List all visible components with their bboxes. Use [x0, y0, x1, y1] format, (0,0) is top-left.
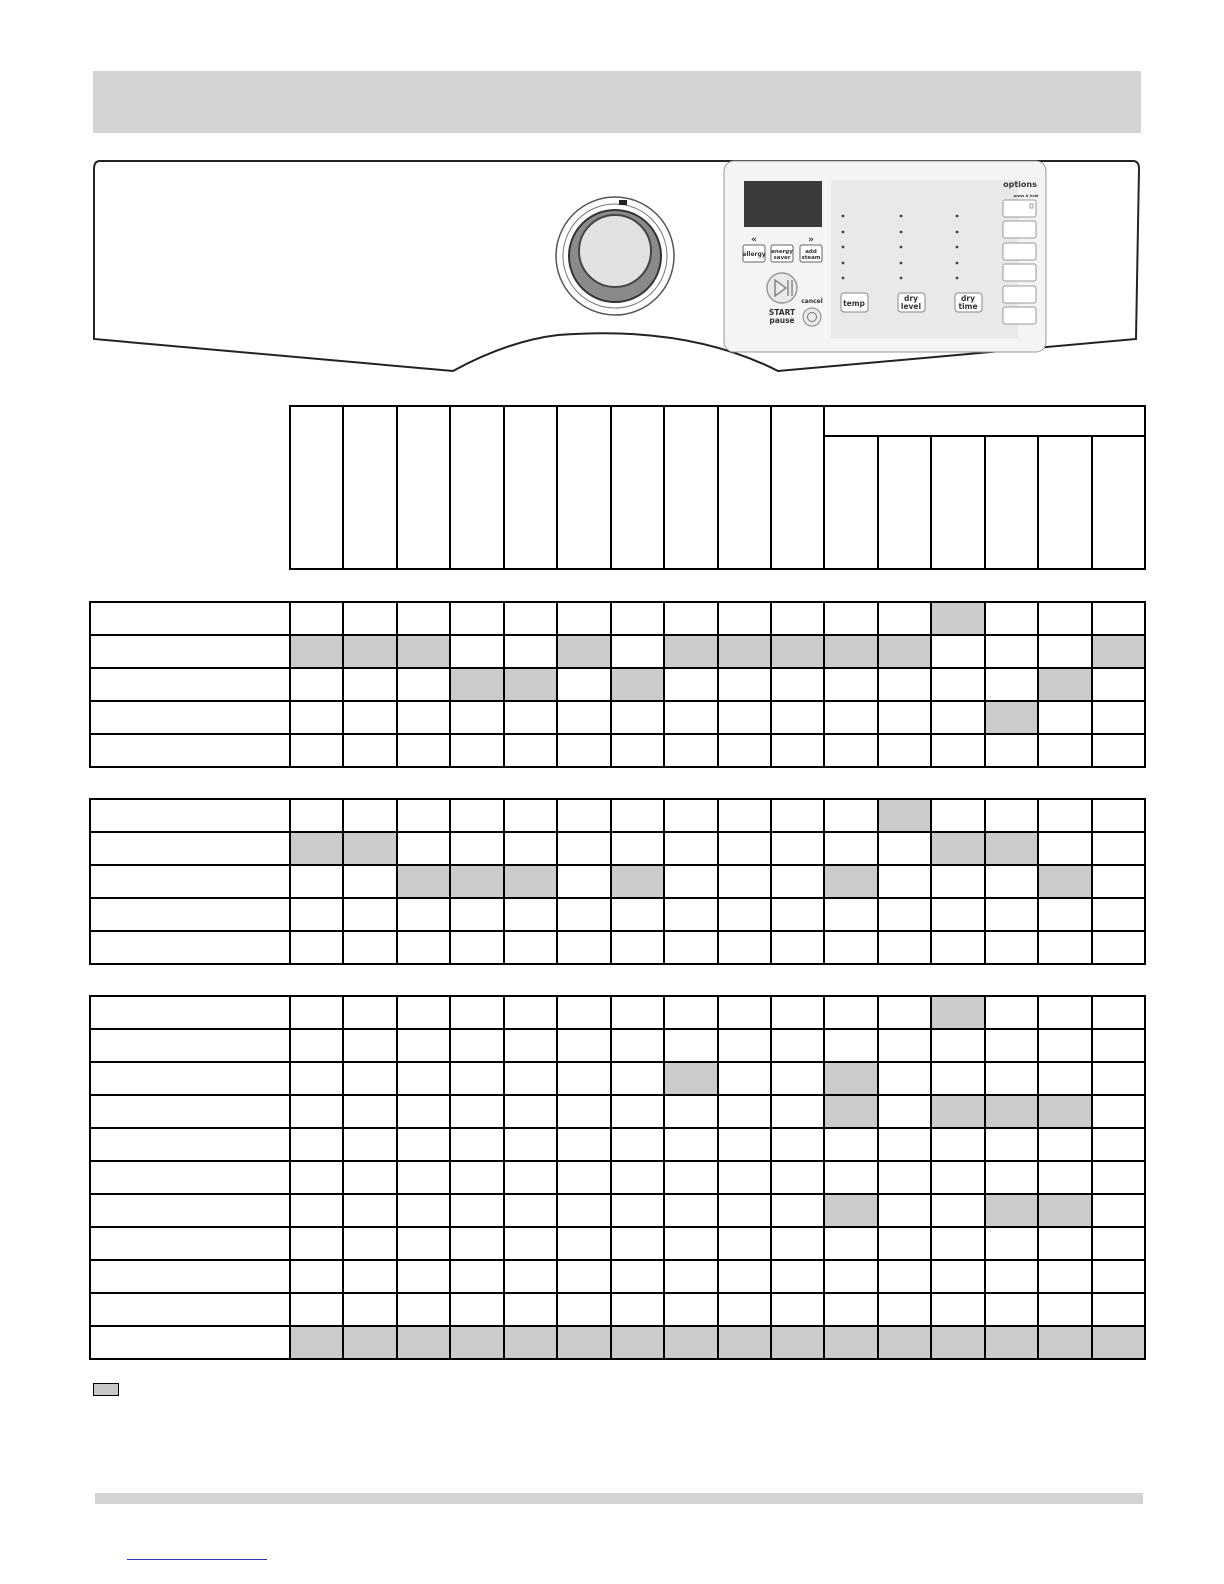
shaded-cell — [663, 1061, 716, 1094]
table-column-divider — [1037, 601, 1039, 768]
header-column-divider — [342, 405, 344, 570]
shaded-cell — [930, 1325, 983, 1358]
svg-text:dry: dry — [961, 294, 975, 303]
table-column-divider — [289, 995, 291, 1360]
shaded-cell — [770, 634, 823, 667]
table-column-divider — [717, 601, 719, 768]
table-row-border — [89, 733, 1146, 735]
table-left-border — [89, 995, 91, 1360]
table-column-divider — [1144, 601, 1146, 768]
table-column-divider — [396, 798, 398, 965]
shaded-cell — [877, 1325, 930, 1358]
table-row-border — [89, 930, 1146, 932]
header-column-divider — [503, 405, 505, 570]
table-row-border — [89, 1094, 1146, 1096]
table-row-border — [89, 798, 1146, 800]
table-row-border — [89, 1325, 1146, 1327]
header-column-divider — [770, 405, 772, 570]
cycle-selector-knob[interactable] — [556, 197, 674, 315]
table-column-divider — [717, 798, 719, 965]
header-column-divider — [823, 405, 825, 570]
shaded-cell — [342, 634, 395, 667]
table-row-border — [89, 634, 1146, 636]
table-column-divider — [449, 798, 451, 965]
table-row-border — [89, 1193, 1146, 1195]
header-column-divider — [663, 405, 665, 570]
table-column-divider — [556, 995, 558, 1360]
table-column-divider — [770, 995, 772, 1360]
table-column-divider — [556, 601, 558, 768]
table-column-divider — [449, 995, 451, 1360]
table-row-border — [89, 1127, 1146, 1129]
dryer-control-panel — [88, 155, 1148, 380]
table-column-divider — [503, 798, 505, 965]
cancel-button[interactable] — [801, 298, 823, 326]
shaded-cell — [610, 864, 663, 897]
table-row-border — [89, 1160, 1146, 1162]
shaded-cell — [717, 1325, 770, 1358]
shaded-cell — [877, 798, 930, 831]
table-row-border — [89, 1061, 1146, 1063]
table-column-divider — [503, 995, 505, 1360]
table-row-border — [89, 601, 1146, 603]
svg-text:time: time — [958, 302, 978, 311]
svg-text:add: add — [805, 249, 817, 255]
table-column-divider — [610, 601, 612, 768]
table-row-border — [89, 1028, 1146, 1030]
header-column-divider — [717, 405, 719, 570]
shaded-cell — [717, 634, 770, 667]
table-column-divider — [770, 798, 772, 965]
table-column-divider — [1091, 798, 1093, 965]
shaded-cell — [396, 1325, 449, 1358]
shaded-cell — [1037, 1094, 1090, 1127]
table-row-border — [89, 1226, 1146, 1228]
arrow-right: » — [808, 235, 814, 245]
shaded-cell — [823, 1094, 876, 1127]
shaded-cell — [342, 1325, 395, 1358]
knob-indicator — [619, 200, 627, 205]
shaded-cell — [663, 634, 716, 667]
shaded-cell — [930, 995, 983, 1028]
shaded-cell — [823, 1061, 876, 1094]
table-column-divider — [877, 798, 879, 965]
header-column-divider — [396, 405, 398, 570]
shaded-cell — [1037, 1325, 1090, 1358]
add-steam-button[interactable] — [800, 245, 822, 262]
table-left-border — [89, 798, 91, 965]
shaded-cell — [984, 831, 1037, 864]
table-column-divider — [449, 601, 451, 768]
table-row-border — [89, 995, 1146, 997]
table-column-divider — [823, 798, 825, 965]
options-label: options — [1003, 180, 1037, 189]
table-row-border — [89, 831, 1146, 833]
arrow-left: « — [751, 235, 757, 245]
svg-text:temp: temp — [843, 299, 865, 308]
table-column-divider — [289, 798, 291, 965]
shaded-cell — [396, 634, 449, 667]
shaded-cell — [877, 634, 930, 667]
shaded-cell — [823, 1193, 876, 1226]
shaded-cell — [984, 700, 1037, 733]
table-column-divider — [503, 601, 505, 768]
svg-text:energy: energy — [771, 249, 793, 255]
table-column-divider — [877, 995, 879, 1360]
table-column-divider — [663, 798, 665, 965]
table-column-divider — [1144, 798, 1146, 965]
shaded-cell — [823, 864, 876, 897]
shaded-cell — [770, 1325, 823, 1358]
shaded-cell — [289, 634, 342, 667]
header-column-divider — [1037, 435, 1039, 570]
shaded-cell — [449, 667, 502, 700]
table-row-border — [89, 864, 1146, 866]
footer-band — [95, 1493, 1143, 1504]
svg-text:steam: steam — [801, 255, 821, 261]
shaded-cell — [930, 601, 983, 634]
shaded-cell — [610, 667, 663, 700]
header-column-divider — [610, 405, 612, 570]
dry-time-button[interactable] — [955, 293, 982, 312]
header-column-divider — [984, 435, 986, 570]
shaded-cell — [1091, 1325, 1144, 1358]
table-column-divider — [717, 995, 719, 1360]
table-column-divider — [342, 601, 344, 768]
svg-text:allergy: allergy — [742, 251, 766, 258]
table-column-divider — [770, 601, 772, 768]
table-row-border — [89, 1358, 1146, 1360]
shaded-cell — [1037, 667, 1090, 700]
table-column-divider — [823, 995, 825, 1360]
shaded-cell — [930, 1094, 983, 1127]
energy-saver-button[interactable] — [771, 245, 793, 262]
shaded-cell — [503, 864, 556, 897]
table-column-divider — [930, 995, 932, 1360]
table-column-divider — [396, 601, 398, 768]
table-column-divider — [289, 601, 291, 768]
svg-text:dry: dry — [904, 294, 918, 303]
shaded-cell — [503, 1325, 556, 1358]
shaded-cell — [503, 667, 556, 700]
table-column-divider — [663, 601, 665, 768]
start-pause-button[interactable] — [767, 273, 797, 325]
table-column-divider — [342, 995, 344, 1360]
table-column-divider — [1144, 995, 1146, 1360]
table-row-border — [89, 766, 1146, 768]
shaded-cell — [823, 1325, 876, 1358]
table-column-divider — [823, 601, 825, 768]
shaded-cell — [1091, 634, 1144, 667]
table-left-border — [89, 601, 91, 768]
shaded-cell — [663, 1325, 716, 1358]
header-column-divider — [1144, 405, 1146, 570]
table-row-border — [89, 667, 1146, 669]
shaded-cell — [449, 864, 502, 897]
shaded-cell — [556, 634, 609, 667]
table-column-divider — [610, 995, 612, 1360]
header-column-divider — [289, 405, 291, 570]
table-column-divider — [342, 798, 344, 965]
dry-level-button[interactable] — [898, 293, 925, 312]
legend-swatch — [93, 1383, 119, 1396]
shaded-cell — [984, 1094, 1037, 1127]
shaded-cell — [289, 831, 342, 864]
header-column-divider — [556, 405, 558, 570]
shaded-cell — [823, 634, 876, 667]
table-row-border — [89, 1259, 1146, 1261]
table-row-border — [89, 700, 1146, 702]
header-column-divider — [449, 405, 451, 570]
table-row-border — [89, 963, 1146, 965]
table-column-divider — [984, 601, 986, 768]
header-column-divider — [930, 435, 932, 570]
svg-text:START: START — [768, 308, 796, 317]
table-row-border — [89, 897, 1146, 899]
temp-button[interactable] — [841, 293, 868, 312]
shaded-cell — [449, 1325, 502, 1358]
shaded-cell — [289, 1325, 342, 1358]
shaded-cell — [342, 831, 395, 864]
options-hint: press & hold — [1013, 194, 1039, 198]
table-column-divider — [1091, 601, 1093, 768]
shaded-cell — [1037, 1193, 1090, 1226]
shaded-cell — [610, 1325, 663, 1358]
table-column-divider — [396, 995, 398, 1360]
table-column-divider — [984, 798, 986, 965]
table-column-divider — [930, 798, 932, 965]
shaded-cell — [984, 1193, 1037, 1226]
indicator-panel — [831, 180, 1018, 338]
shaded-cell — [984, 1325, 1037, 1358]
allergy-button[interactable] — [742, 245, 765, 262]
table-column-divider — [930, 601, 932, 768]
shaded-cell — [396, 864, 449, 897]
table-column-divider — [1037, 798, 1039, 965]
table-column-divider — [556, 798, 558, 965]
shaded-cell — [1037, 864, 1090, 897]
table-column-divider — [663, 995, 665, 1360]
svg-text:pause: pause — [769, 316, 795, 325]
table-column-divider — [984, 995, 986, 1360]
shaded-cell — [930, 831, 983, 864]
shaded-cell — [556, 1325, 609, 1358]
header-column-divider — [877, 435, 879, 570]
table-column-divider — [877, 601, 879, 768]
table-column-divider — [1037, 995, 1039, 1360]
svg-text:level: level — [900, 302, 922, 311]
svg-text:saver: saver — [773, 255, 791, 261]
header-band — [93, 71, 1141, 133]
display-screen — [744, 181, 822, 227]
page-link[interactable] — [127, 1559, 267, 1560]
svg-text:cancel: cancel — [801, 298, 823, 305]
header-column-divider — [1091, 435, 1093, 570]
table-row-border — [89, 1292, 1146, 1294]
table-column-divider — [610, 798, 612, 965]
table-column-divider — [1091, 995, 1093, 1360]
